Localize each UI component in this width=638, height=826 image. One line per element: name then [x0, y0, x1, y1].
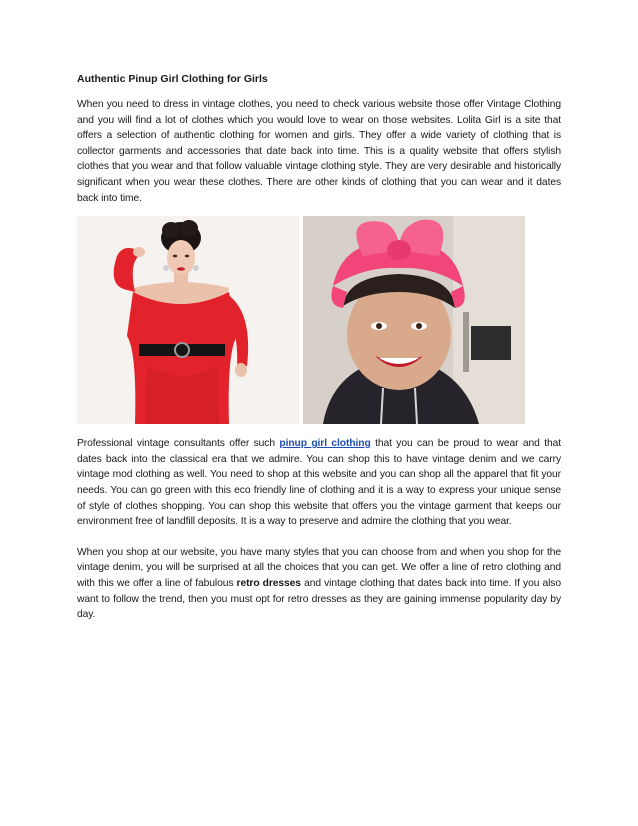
paragraph-consultants-text-end: that you can be proud to wear and that dates back into the classical era that we admire. You can shop this to have vintage denim and we carry vintage mod clothing as well. You need to shop at this website and you can shop all the apparel that fit your needs. You can go green with this eco friendly line of clothing and it is a way to express your unique sense of style of clothes shopping. You can shop this website that offers you the vintage garment that keeps our environment free of landfill deposits. It is a way to preserve and admire the clothing that you wear.: [77, 438, 561, 528]
paragraph-consultants-text-start: Professional vintage consultants offer such: [77, 438, 280, 450]
paragraph-consultants: [77, 436, 561, 530]
retro-dresses-keyword: retro dresses: [236, 577, 301, 589]
pinup-girl-clothing-link[interactable]: pinup girl clothing: [279, 438, 371, 450]
paragraph-shop-text-end: and vintage clothing that dates back into time. If you also want to follow the trend, then you must opt for retro dresses as they are gaining immense popularity day by day.: [77, 577, 561, 621]
paragraph-shop-text-start: When you shop at our website, you have many styles that you can choose from and when you shop for the vintage denim, you will be surprised at all the choices that you can get. We offer a line of retro clothing and with this we offer a line of fabulous: [77, 546, 561, 589]
paragraph-intro: When you need to dress in vintage clothes, you need to check various website those offer Vintage Clothing and you will find a lot of clothes which you would love to wear on those websites. Lolita Girl is a site that offers a selection of authentic clothing for women and girls. They offer a wide variety of clothing that is collector garments and accessories that date back into time. This is a quality website that offers stylish clothes that you wear and that follow valuable vintage clothing style. They are very desirable and historically significant when you wear these clothes. There are other kinds of clothing that you can wear and it dates back into time.: [77, 99, 561, 204]
pink-bow-illustration: [303, 216, 525, 424]
pink-bow-model-image: [303, 216, 525, 424]
red-dress-model-image: [77, 216, 299, 424]
document-title: Authentic Pinup Girl Clothing for Girls: [77, 73, 268, 85]
paragraph-shop-styles: [77, 545, 561, 623]
red-dress-illustration: [77, 216, 299, 424]
document-body: [77, 72, 561, 623]
image-row: [77, 216, 561, 424]
